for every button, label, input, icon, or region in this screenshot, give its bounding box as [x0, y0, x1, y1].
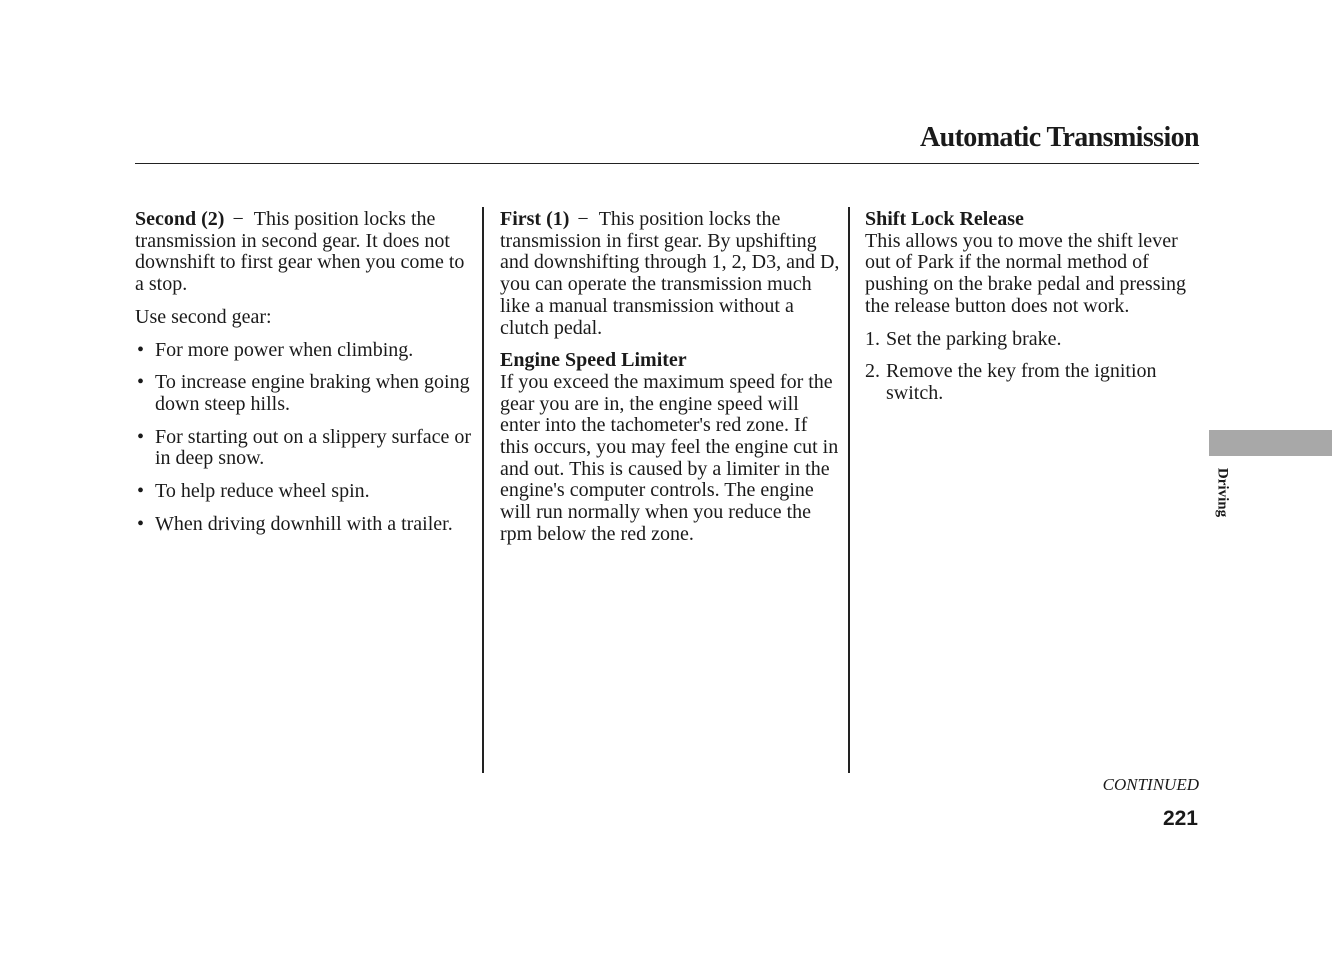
continued-label: CONTINUED — [1102, 775, 1199, 794]
list-item: 2. Remove the key from the ignition switch. — [865, 360, 1157, 404]
list-item: • For more power when climbing. — [137, 338, 414, 361]
shift-lock-steps — [865, 329, 1205, 405]
first-gear-paragraph — [500, 209, 840, 339]
bullet-icon: • — [137, 338, 145, 361]
bullet-icon: • — [137, 512, 145, 535]
first-gear-heading: First (1) — [500, 208, 570, 230]
use-second-gear-label: Use second gear: — [135, 305, 272, 328]
column-second-gear — [135, 209, 475, 546]
list-item: 1. Set the parking brake. — [865, 327, 1062, 350]
shift-lock-intro: This allows you to move the shift lever out of Park if the normal method of pushing on the brake pedal and pressing the release button does not work. — [865, 229, 1187, 317]
step-number: 2. — [865, 360, 880, 383]
bullet-icon: • — [137, 371, 145, 394]
section-tab — [1209, 430, 1332, 456]
engine-speed-limiter-heading: Engine Speed Limiter — [500, 349, 687, 372]
second-gear-bullet-list — [135, 340, 475, 536]
column-shift-lock — [865, 209, 1205, 416]
list-item: • To increase engine braking when going down steep hills. — [137, 371, 470, 415]
dash-symbol: − — [232, 208, 244, 230]
engine-speed-limiter-text: If you exceed the maximum speed for the gear you are in, the engine speed will enter into the tachometer's red zone. If this occurs, you may feel the engine cut in and out. This is caused by a limiter in the engine's computer controls. The engine will run normally when you reduce the rpm below the red zone. — [500, 370, 839, 545]
section-tab-label: Driving — [1214, 467, 1231, 518]
shift-lock-heading: Shift Lock Release — [865, 208, 1024, 230]
bullet-icon: • — [137, 480, 145, 503]
first-gear-intro: This position locks the transmission in first gear. By upshifting and downshifting through 1, 2, D3, and D, you can operate the transmission much like a manual transmission without a clutch pedal. — [500, 208, 840, 339]
dash-symbol: − — [577, 208, 589, 230]
second-gear-paragraph — [135, 209, 475, 296]
header-divider — [135, 163, 1199, 164]
bullet-icon: • — [137, 425, 145, 448]
step-number: 1. — [865, 327, 880, 350]
list-item: • For starting out on a slippery surface or in deep snow. — [137, 425, 472, 470]
second-gear-heading: Second (2) — [135, 208, 225, 230]
list-item: • When driving downhill with a trailer. — [137, 512, 453, 535]
second-gear-intro: This position locks the transmission in second gear. It does not downshift to first gear when you come to a stop. — [135, 208, 465, 296]
page-title: Automatic Transmission — [919, 122, 1199, 153]
column-divider-2 — [848, 207, 850, 773]
page-number: 221 — [1162, 807, 1198, 830]
list-item: • To help reduce wheel spin. — [137, 480, 370, 503]
column-first-gear — [500, 209, 840, 557]
column-divider-1 — [482, 207, 484, 773]
